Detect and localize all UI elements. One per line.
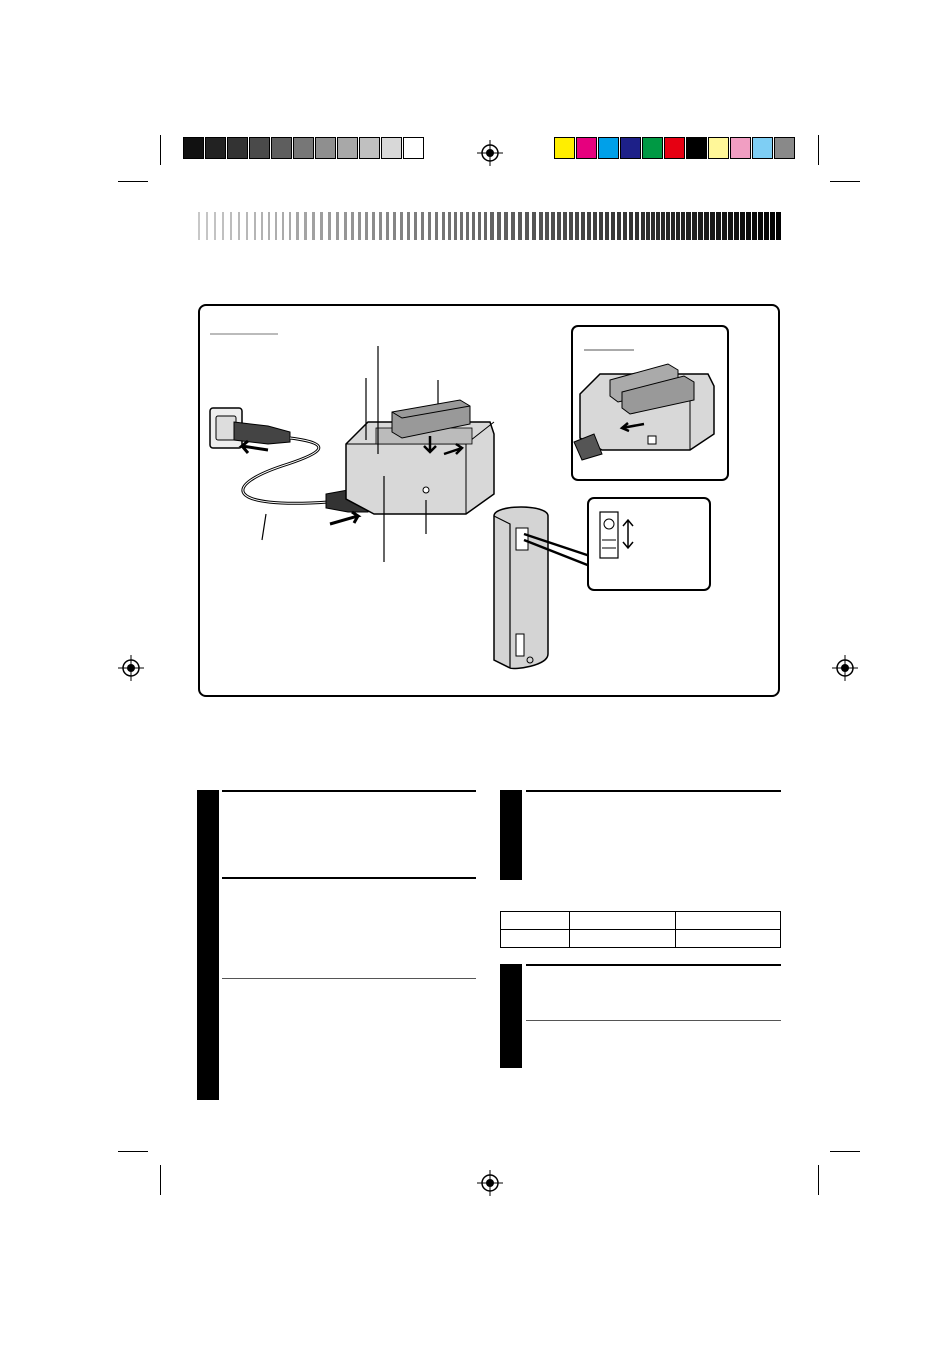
registration-mark-icon [477,140,503,166]
table-cell [570,912,676,930]
section-rule [222,978,476,979]
table-cell [570,930,676,948]
section-rule [222,790,476,792]
section-rule [526,964,781,966]
color-swatch [554,137,575,159]
gray-swatch [359,137,380,159]
gray-swatch [205,137,226,159]
gray-swatch [381,137,402,159]
crop-mark [818,135,819,165]
battery-pack-illustration [494,507,548,668]
crop-mark [818,1165,819,1195]
registration-mark-icon [118,655,144,681]
registration-mark-icon [477,1170,503,1196]
crop-mark [160,135,161,165]
color-swatch [730,137,751,159]
table-cell [676,912,781,930]
gray-swatch [293,137,314,159]
charger-illustration [198,304,780,697]
step-marker [197,790,219,1100]
table-cell [501,930,570,948]
color-swatch [642,137,663,159]
gray-swatch [227,137,248,159]
color-swatch [774,137,795,159]
gray-swatch [337,137,358,159]
section-rule [526,1020,781,1021]
table-row [501,930,781,948]
color-swatch [598,137,619,159]
crop-mark [118,1151,148,1152]
gray-swatch [183,137,204,159]
registration-mark-icon [832,655,858,681]
gray-swatch [315,137,336,159]
spec-table [500,911,781,948]
header-gradient-bar [198,212,781,240]
crop-mark [830,1151,860,1152]
color-swatch [664,137,685,159]
crop-mark [830,181,860,182]
color-swatch [752,137,773,159]
battery-charger-illustration [346,400,494,514]
color-swatch [686,137,707,159]
step-marker [500,964,522,1068]
table-cell [501,912,570,930]
color-swatch [576,137,597,159]
color-swatch [708,137,729,159]
color-swatch [620,137,641,159]
gray-swatch [271,137,292,159]
gray-swatch [249,137,270,159]
dual-battery-charger-illustration [574,364,714,460]
crop-mark [160,1165,161,1195]
section-rule [526,790,781,792]
step-marker [500,790,522,880]
table-cell [676,930,781,948]
gray-swatch [403,137,424,159]
crop-mark [118,181,148,182]
table-row [501,912,781,930]
section-rule [222,877,476,879]
